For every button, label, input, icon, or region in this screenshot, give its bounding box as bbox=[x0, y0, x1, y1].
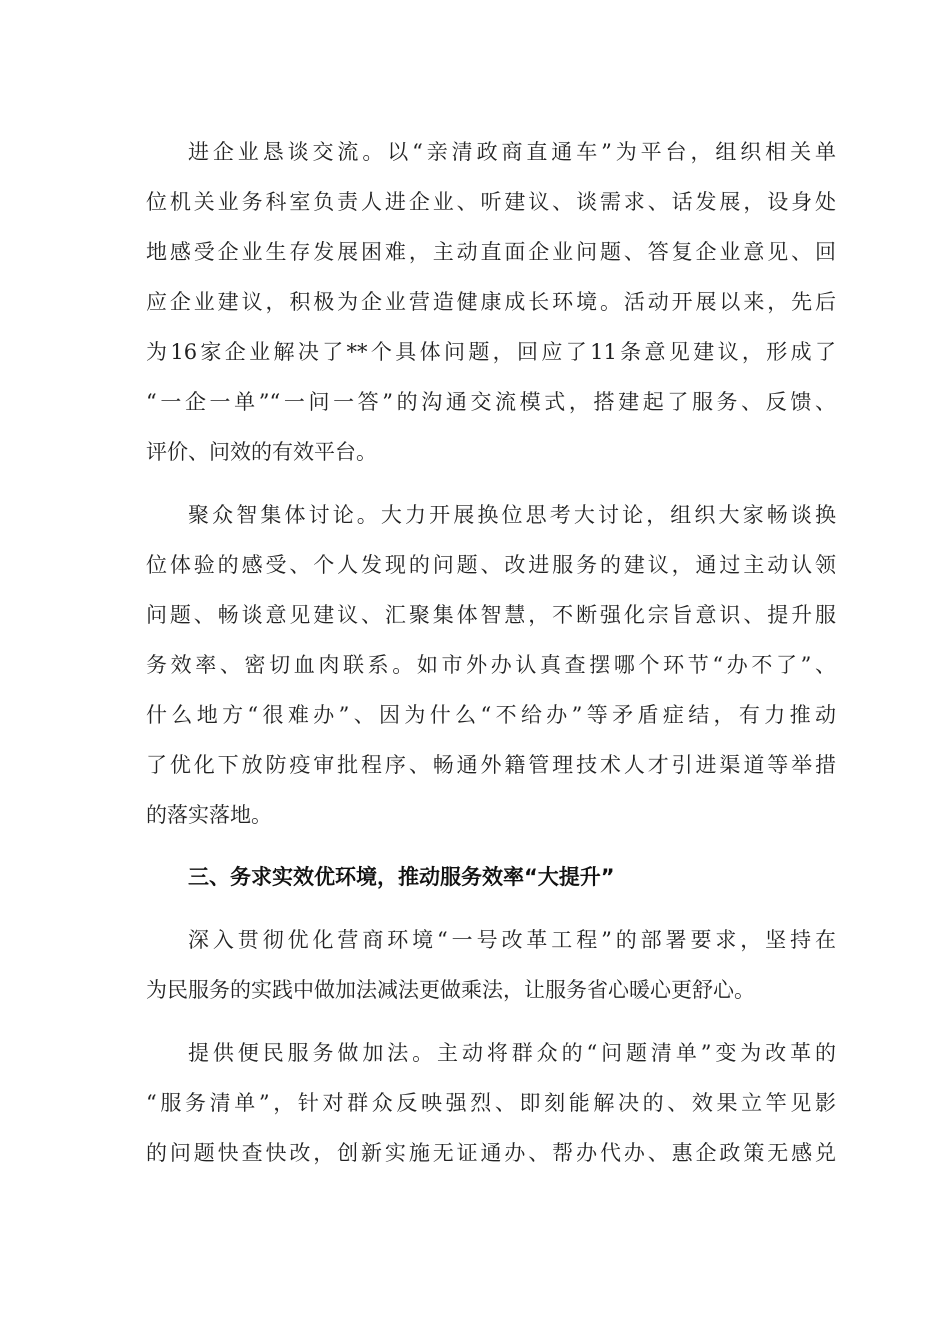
text-line: 位机关业务科室负责人进企业、听建议、谈需求、话发展，设身处 bbox=[146, 190, 836, 214]
text-line: 的落实落地。 bbox=[146, 803, 272, 827]
text-line: 应企业建议，积极为企业营造健康成长环境。活动开展以来，先后 bbox=[146, 290, 836, 314]
section-heading: 三、务求实效优环境，推动服务效率“大提升” bbox=[188, 865, 615, 889]
text-line: 评价、问效的有效平台。 bbox=[146, 440, 377, 464]
text-line: 进企业恳谈交流。以“亲清政商直通车”为平台，组织相关单 bbox=[188, 140, 836, 164]
text-line: 提供便民服务做加法。主动将群众的“问题清单”变为改革的 bbox=[188, 1041, 836, 1065]
text-line: 问题、畅谈意见建议、汇聚集体智慧，不断强化宗旨意识、提升服 bbox=[146, 603, 836, 627]
text-line: 深入贯彻优化营商环境“一号改革工程”的部署要求，坚持在 bbox=[188, 928, 836, 952]
text-line: 务效率、密切血肉联系。如市外办认真查摆哪个环节“办不了”、 bbox=[146, 653, 836, 677]
text-line: 什么地方“很难办”、因为什么“不给办”等矛盾症结，有力推动 bbox=[146, 703, 836, 727]
text-line: “服务清单”，针对群众反映强烈、即刻能解决的、效果立竿见影 bbox=[146, 1091, 836, 1115]
text-line: 聚众智集体讨论。大力开展换位思考大讨论，组织大家畅谈换 bbox=[188, 503, 836, 527]
text-line: 的问题快查快改，创新实施无证通办、帮办代办、惠企政策无感兑 bbox=[146, 1141, 836, 1165]
text-line: 了优化下放防疫审批程序、畅通外籍管理技术人才引进渠道等举措 bbox=[146, 753, 836, 777]
text-line: “一企一单”“一问一答”的沟通交流模式，搭建起了服务、反馈、 bbox=[146, 390, 836, 414]
text-line: 为16家企业解决了**个具体问题，回应了11条意见建议，形成了 bbox=[146, 340, 836, 364]
text-line: 为民服务的实践中做加法减法更做乘法，让服务省心暖心更舒心。 bbox=[146, 978, 755, 1002]
text-line: 位体验的感受、个人发现的问题、改进服务的建议，通过主动认领 bbox=[146, 553, 836, 577]
text-line: 地感受企业生存发展困难，主动直面企业问题、答复企业意见、回 bbox=[146, 240, 836, 264]
